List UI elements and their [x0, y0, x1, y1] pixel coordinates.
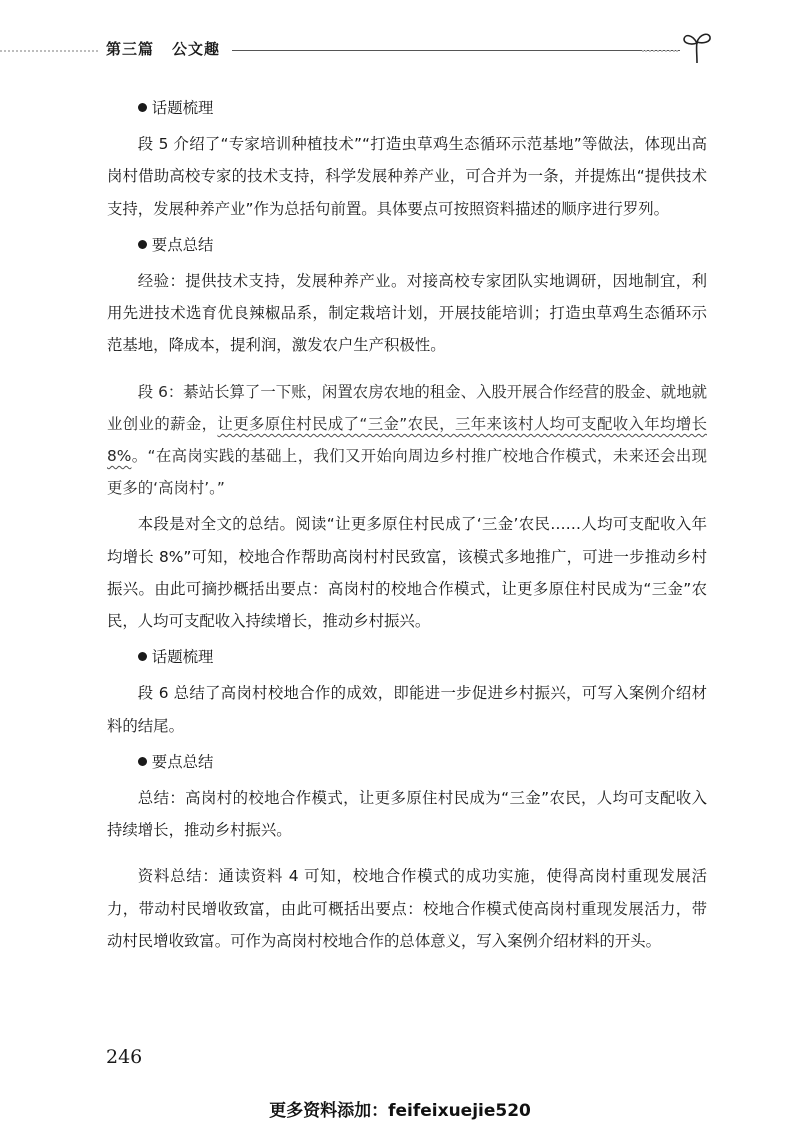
bullet-heading-text: 要点总结 — [151, 752, 214, 771]
bullet-heading — [107, 746, 707, 778]
bullet-dot-icon — [138, 652, 147, 661]
body-paragraph: 段 6 总结了高岗村校地合作的成效，即能进一步促进乡村振兴，可写入案例介绍材料的结尾。 — [107, 684, 707, 735]
bullet-heading-text: 话题梳理 — [151, 648, 214, 667]
sprout-icon — [682, 30, 712, 64]
header-section: 第三篇 — [106, 40, 155, 58]
body-paragraph: 本段是对全文的总结。阅读“让更多原住村民成了‘三金’农民……人均可支配收入年均增长 8%”可知，校地合作帮助高岗村村民致富，该模式多地推广，可进一步推动乡村振兴。由此可摘抄概括出要点：高岗村的校地合作模式，让更多原住村民成为“三金”农民，人均可支配收入持续增长，推动乡村振兴。 — [107, 515, 707, 631]
body-paragraph: 经验：提供技术支持，发展种养产业。对接高校专家团队实地调研，因地制宜，利用先进技术选育优良辣椒品系，制定栽培计划，开展技能培训；打造虫草鸡生态循环示范基地，降成本，提利润，激发农户生产积极性。 — [107, 272, 707, 355]
body-paragraph: 总结：高岗村的校地合作模式，让更多原住村民成为“三金”农民，人均可支配收入持续增长，推动乡村振兴。 — [107, 789, 707, 840]
bullet-heading — [107, 641, 707, 673]
bullet-heading-text: 要点总结 — [151, 235, 214, 254]
page-body — [107, 92, 707, 957]
body-paragraph: 段 5 介绍了“专家培训种植技术”“打造虫草鸡生态循环示范基地”等做法，体现出高岗村借助高校专家的技术支持，科学发展种养产业，可合并为一条，并提炼出“提供技术支持，发展种养产业”作为总括句前置。具体要点可按照资料描述的顺序进行罗列。 — [107, 135, 707, 218]
source-quote-paragraph — [107, 376, 707, 505]
header-dotted-rule-left — [0, 50, 98, 52]
wavy-underlined-text: 让更多原住村民成了“三金”农民，三年来该村人均可支配收入年均增长 8% — [107, 414, 707, 466]
quote-text: 。“在高岗实践的基础上，我们又开始向周边乡村推广校地合作模式，未来还会出现更多的‘高岗村’。” — [107, 447, 707, 498]
bullet-heading — [107, 92, 707, 124]
bullet-dot-icon — [138, 240, 147, 249]
running-header — [0, 30, 800, 66]
body-paragraph: 资料总结：通读资料 4 可知，校地合作模式的成功实施，使得高岗村重现发展活力，带动村民增收致富，由此可概括出要点：校地合作模式使高岗村重现发展活力，带动村民增收致富。可作为高岗村校地合作的总体意义，写入案例介绍材料的开头。 — [107, 867, 707, 950]
footer-note: 更多资料添加：feifeixuejie520 — [269, 1101, 531, 1121]
bullet-dot-icon — [138, 757, 147, 766]
bullet-heading-text: 话题梳理 — [151, 99, 214, 117]
bullet-dot-icon — [138, 103, 147, 112]
header-title — [106, 38, 238, 59]
header-dotted-rule-right — [642, 50, 678, 52]
quote-text: 段 6：綦站长算了一下账，闲置农房农地的租金、入股开展合作经营的股金、就地就业创业的薪金， — [107, 382, 707, 433]
header-section-title: 公文趣 — [172, 40, 221, 58]
header-rule — [232, 50, 680, 51]
bullet-heading — [107, 229, 707, 261]
page-number: 246 — [106, 1046, 143, 1068]
